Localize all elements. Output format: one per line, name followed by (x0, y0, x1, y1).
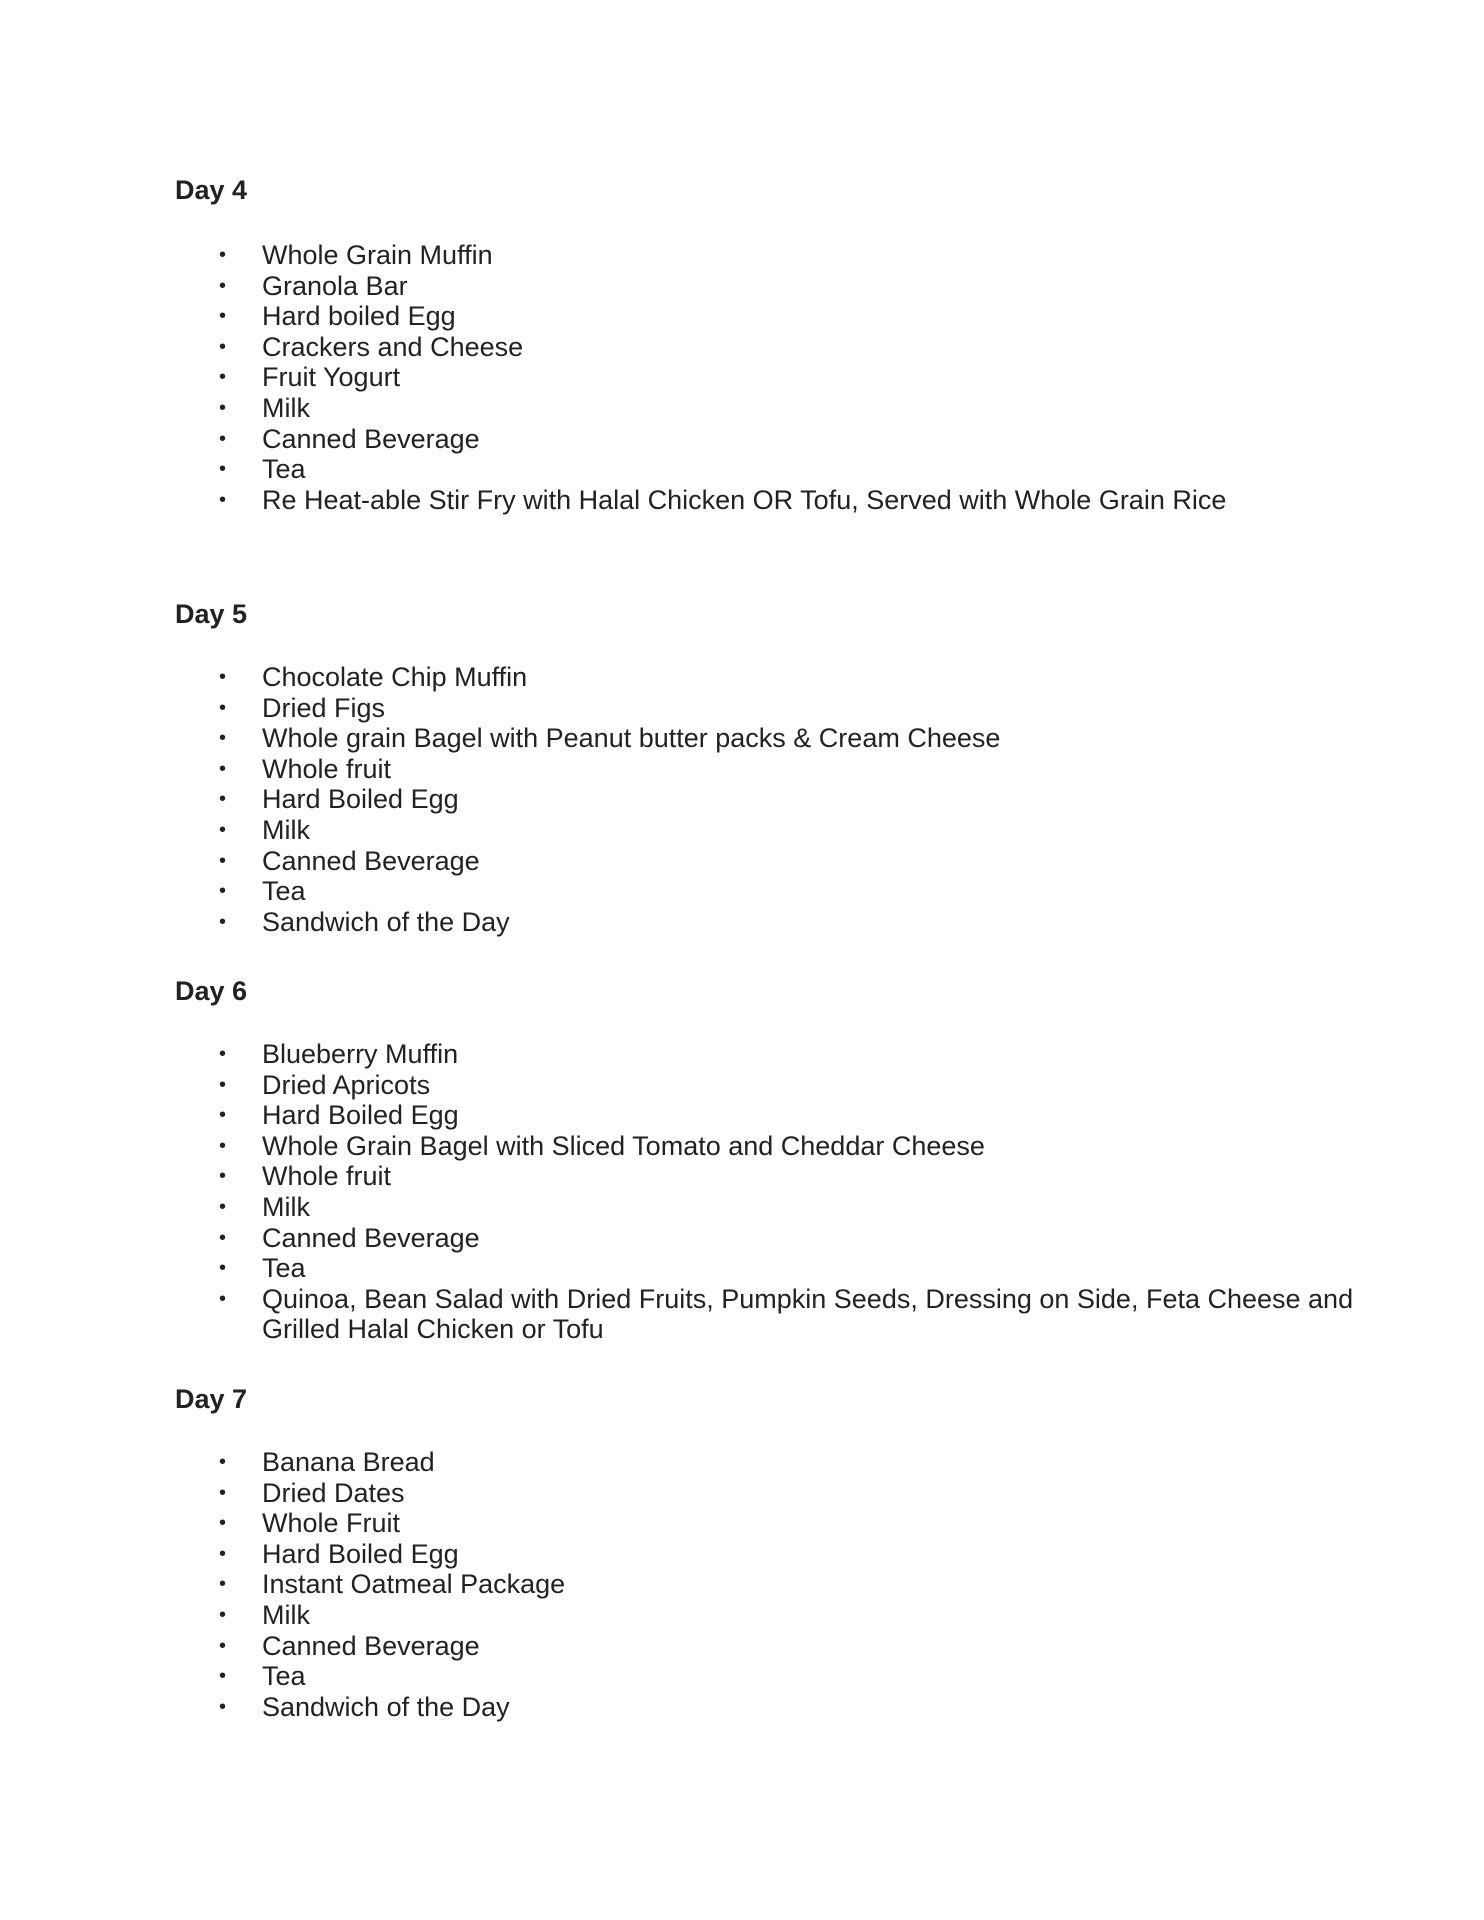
bullet: • (219, 727, 227, 750)
list-item: • Sandwich of the Day (219, 906, 510, 937)
list-item: • Milk (219, 1191, 310, 1222)
bullet: • (219, 818, 227, 841)
list-item: • Canned Beverage (219, 1222, 480, 1253)
bullet: • (219, 488, 227, 511)
bullet: • (219, 757, 227, 780)
bullet: • (219, 1195, 227, 1218)
bullet: • (219, 244, 227, 266)
day-heading: Day 4 (175, 175, 248, 205)
list-item: • Instant Oatmeal Package (219, 1569, 566, 1600)
list-item: • Banana Bread (219, 1447, 435, 1477)
list-item: • Milk (219, 1599, 310, 1630)
list-item: • Hard Boiled Egg (219, 1100, 459, 1131)
bullet: • (219, 788, 227, 811)
list-item: • Dried Dates (219, 1477, 405, 1508)
day-5-menu-list (175, 662, 1000, 937)
list-item: • Hard Boiled Egg (219, 1538, 459, 1569)
list-item: • Canned Beverage (219, 845, 480, 876)
bullet: • (219, 274, 227, 297)
bullet: • (219, 1165, 227, 1188)
list-item: • Tea (219, 876, 306, 907)
bullet: • (219, 1603, 227, 1626)
bullet: • (219, 1481, 227, 1504)
day-heading: Day 5 (175, 599, 248, 629)
list-item: • Whole Grain Muffin (219, 240, 493, 270)
day-7-menu-list (175, 1447, 565, 1722)
bullet: • (219, 1634, 227, 1657)
bullet: • (219, 335, 227, 358)
list-item: • Tea (219, 1661, 306, 1692)
bullet: • (219, 366, 227, 389)
bullet: • (219, 696, 227, 719)
day-5-section (175, 598, 1325, 937)
bullet: • (219, 1134, 227, 1157)
bullet: • (219, 1695, 227, 1718)
day-4-section (175, 174, 1325, 515)
list-item: • Sandwich of the Day (219, 1691, 510, 1722)
list-item: • Crackers and Cheese (219, 331, 524, 362)
list-item: • Whole fruit (219, 1161, 392, 1192)
list-item: • Fruit Yogurt (219, 362, 401, 393)
bullet: • (219, 1043, 227, 1065)
list-item: • Whole fruit (219, 753, 392, 784)
bullet: • (219, 666, 227, 688)
list-item: • Canned Beverage (219, 423, 480, 454)
bullet: • (219, 427, 227, 450)
list-item: • Canned Beverage (219, 1630, 480, 1661)
bullet: • (219, 396, 227, 419)
day-heading: Day 6 (175, 976, 248, 1006)
bullet: • (219, 880, 227, 903)
bullet: • (219, 910, 227, 933)
list-item: • Hard Boiled Egg (219, 784, 459, 815)
list-item: • Re Heat-able Stir Fry with Halal Chicken OR Tofu, Served with Whole Grain Rice (219, 484, 1227, 515)
list-item: • Hard boiled Egg (219, 301, 456, 332)
list-item: • Whole grain Bagel with Peanut butter packs & Cream Cheese (219, 723, 1001, 754)
bullet: • (219, 458, 227, 481)
list-item: • Milk (219, 392, 310, 423)
bullet: • (219, 1104, 227, 1127)
day-7-section (175, 1383, 1325, 1722)
list-item: • Tea (219, 454, 306, 485)
bullet: • (219, 1226, 227, 1249)
list-item: • Tea (219, 1253, 306, 1284)
bullet: • (219, 1287, 227, 1310)
bullet: • (219, 305, 227, 328)
day-heading: Day 7 (175, 1384, 248, 1414)
list-item: • Blueberry Muffin (219, 1039, 459, 1069)
bullet: • (219, 1257, 227, 1280)
day-6-section (175, 975, 1354, 1345)
list-item: • Granola Bar (219, 270, 408, 301)
list-item: • Dried Apricots (219, 1069, 431, 1100)
list-item: • Quinoa, Bean Salad with Dried Fruits, Pumpkin Seeds, Dressing on Side, Feta Cheese and Grilled Halal Chicken or Tofu (219, 1283, 1354, 1345)
bullet: • (219, 1573, 227, 1596)
list-item: • Dried Figs (219, 692, 386, 723)
bullet: • (219, 1073, 227, 1096)
bullet: • (219, 1451, 227, 1473)
bullet: • (219, 1512, 227, 1535)
bullet: • (219, 1665, 227, 1688)
day-6-menu-list (175, 1039, 1412, 1345)
day-4-menu-list (175, 240, 1226, 515)
bullet: • (219, 849, 227, 872)
list-item: • Whole Fruit (219, 1508, 401, 1539)
list-item: • Whole Grain Bagel with Sliced Tomato and Cheddar Cheese (219, 1130, 985, 1161)
bullet: • (219, 1542, 227, 1565)
list-item: • Milk (219, 814, 310, 845)
list-item: • Chocolate Chip Muffin (219, 662, 528, 692)
